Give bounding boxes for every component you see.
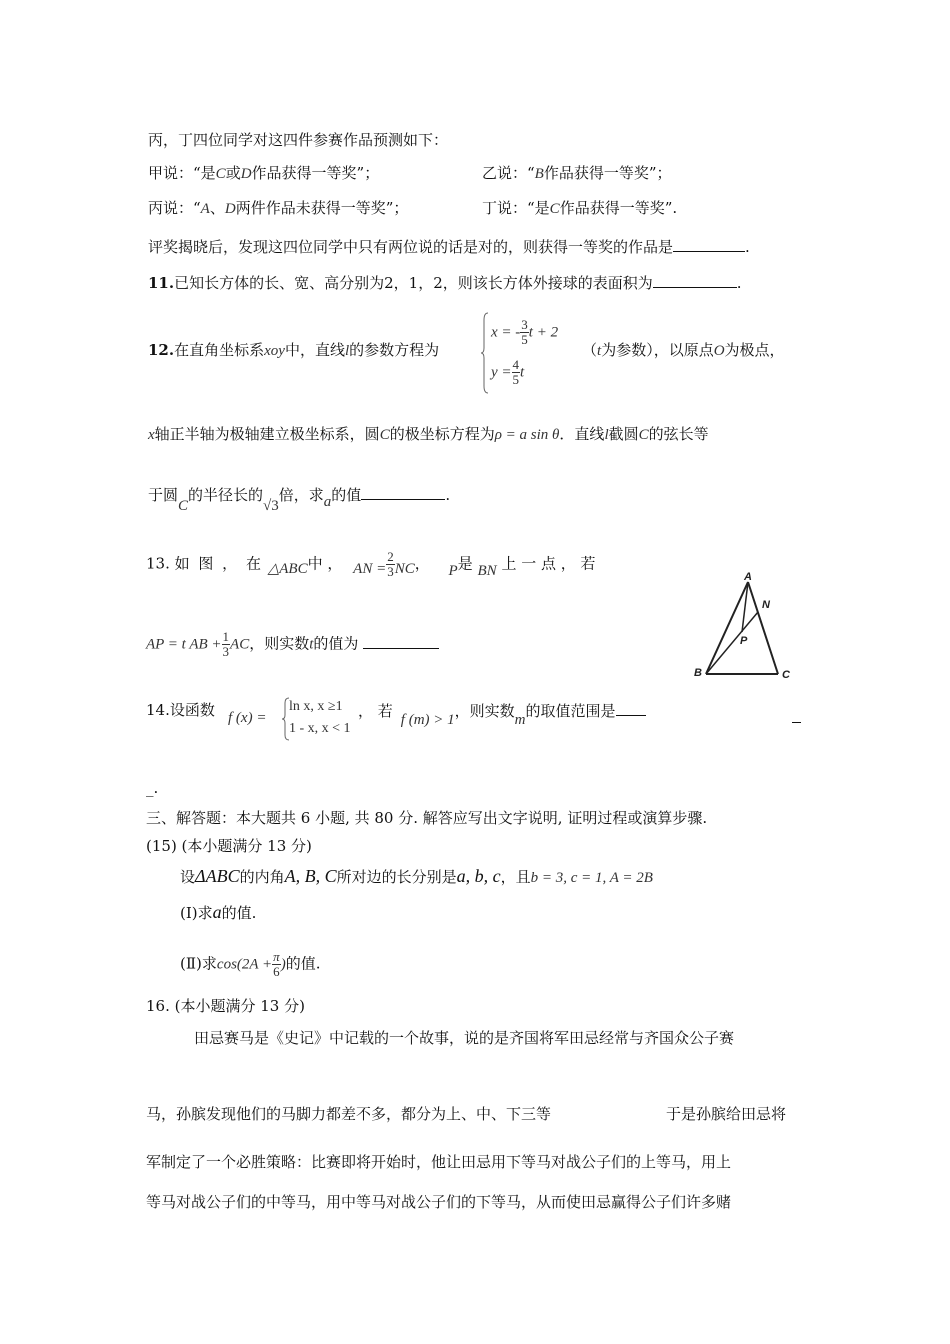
var: D xyxy=(240,166,252,182)
label-A: A xyxy=(744,571,752,583)
text: 的值 xyxy=(331,486,362,504)
text: 作品获得一等奖”； xyxy=(543,164,672,182)
var: a xyxy=(212,902,222,922)
text: AN = xyxy=(353,560,387,577)
question-13 xyxy=(146,550,596,579)
text: 在直角坐标系 xyxy=(174,341,265,359)
paragraph-line xyxy=(666,1104,786,1124)
question-15-part-2 xyxy=(180,950,320,979)
text: 16. (本小题满分 13 分) xyxy=(146,997,305,1015)
text: y = xyxy=(491,364,512,381)
question-14-end xyxy=(146,778,158,798)
triangle: △ABC xyxy=(267,560,308,577)
question-15-body xyxy=(180,866,653,888)
text: 设 xyxy=(180,868,196,886)
condition: f (m) > 1 xyxy=(400,712,455,728)
statement-bing xyxy=(148,198,408,219)
fraction xyxy=(520,318,529,347)
var: a xyxy=(323,494,332,510)
statement-ding xyxy=(482,198,677,219)
text: 、 xyxy=(209,199,225,217)
text: 设函数 xyxy=(169,701,215,719)
question-number: 14. xyxy=(146,701,170,719)
answer-blank xyxy=(673,236,745,252)
triangle-figure xyxy=(690,568,800,684)
denominator: 3 xyxy=(222,644,230,659)
var: l xyxy=(604,427,609,443)
question-12 xyxy=(148,340,439,361)
question-12-line3 xyxy=(148,484,451,514)
text: 中 ， xyxy=(307,554,343,573)
paragraph-line xyxy=(146,1152,731,1172)
text: ，则实数 xyxy=(454,702,515,720)
text: 等马对战公子们的中等马，用中等马对战公子们的下等马，从而使田忌赢得公子们许多赌 xyxy=(146,1193,732,1211)
fraction xyxy=(222,630,231,659)
text: (15) (本小题满分 13 分) xyxy=(146,837,312,855)
text: 的内角 xyxy=(239,868,285,886)
text: 为参数），以原点 xyxy=(601,341,714,359)
text: 的参数方程为 xyxy=(349,341,440,359)
text: 为极点， xyxy=(724,341,785,359)
answer-blank xyxy=(363,633,439,649)
question-10-ending xyxy=(148,236,750,257)
numerator: 2 xyxy=(387,549,394,564)
text: 是 xyxy=(457,554,473,573)
text-line xyxy=(148,130,448,150)
question-number: 11. xyxy=(148,274,175,292)
text: _. xyxy=(146,779,159,797)
text: ， xyxy=(414,554,430,573)
text: . xyxy=(736,274,742,292)
var: C xyxy=(215,166,226,182)
sides: a, b, c xyxy=(456,866,501,886)
piecewise-function xyxy=(228,696,267,726)
angles: A, B, C xyxy=(284,866,337,886)
text: 已知长方体的长、宽、高分别为2，1，2，则该长方体外接球的表面积为 xyxy=(174,274,653,292)
var: x xyxy=(148,427,155,443)
text: 于是孙膑给田忌将 xyxy=(666,1105,787,1123)
case-1: ln x, x ≥1 xyxy=(289,699,343,714)
label-C: C xyxy=(782,669,790,681)
text: 于圆 xyxy=(148,486,179,504)
text: AC xyxy=(230,636,250,653)
question-15-part-1 xyxy=(180,902,256,923)
text: 中，直线 xyxy=(284,341,345,359)
text: 所对边的长分别是 xyxy=(336,868,457,886)
paragraph-line xyxy=(194,1028,734,1048)
text: 作品获得一等奖”. xyxy=(559,199,678,217)
equation-x xyxy=(491,318,558,347)
label-N: N xyxy=(762,599,770,611)
var: C xyxy=(178,498,189,514)
fraction xyxy=(272,950,281,979)
fraction xyxy=(386,550,395,579)
question-12-line2 xyxy=(148,424,709,445)
numerator: 3 xyxy=(521,317,528,332)
question-15-head xyxy=(146,836,312,856)
question-16-head xyxy=(146,996,305,1016)
answer-blank xyxy=(653,272,737,288)
text: 截圆 xyxy=(608,425,639,443)
var: O xyxy=(713,343,725,359)
text: ，则实数 xyxy=(249,634,310,653)
text: ) xyxy=(280,956,286,973)
question-number: 12. xyxy=(148,341,175,359)
case-2: 1 - x, x < 1 xyxy=(289,721,351,736)
answer-blank xyxy=(361,484,445,500)
denominator: 5 xyxy=(512,372,520,387)
text: 轴正半轴为极轴建立极坐标系，圆 xyxy=(154,425,380,443)
text: 三、解答题：本大题共 6 小题, 共 80 分. 解答应写出文字说明, 证明过程或演算步骤. xyxy=(146,809,708,827)
text: ．直线 xyxy=(559,425,605,443)
var: t xyxy=(309,636,314,653)
var: C xyxy=(549,201,560,217)
text: cos(2A + xyxy=(216,956,273,973)
triangle: ΔABC xyxy=(195,866,240,886)
fraction xyxy=(512,358,521,387)
text: 马，孙膑发现他们的马脚力都差不多，都分为上、中、下三等 xyxy=(146,1105,552,1123)
text: 作品获得一等奖”； xyxy=(251,164,380,182)
var: D xyxy=(224,201,236,217)
text: （ xyxy=(582,341,598,359)
side-AB xyxy=(706,582,748,674)
text: (Ⅱ)求 xyxy=(180,954,217,973)
statement-yi xyxy=(482,163,672,184)
answer-blank xyxy=(616,700,646,716)
var: B xyxy=(534,166,544,182)
statement-jia xyxy=(148,163,379,184)
var: C xyxy=(638,427,649,443)
text: 甲说：“是 xyxy=(148,164,216,182)
numerator: 4 xyxy=(512,357,520,372)
text: 的值. xyxy=(221,904,257,922)
answer-blank xyxy=(792,722,801,723)
left-brace xyxy=(481,312,489,394)
text: ， 若 xyxy=(358,702,393,720)
numerator: π xyxy=(273,949,280,964)
text: (Ⅰ)求 xyxy=(180,904,213,922)
text: 上 一 点 ， 若 xyxy=(501,554,596,573)
numerator: 1 xyxy=(222,629,230,644)
label-P: P xyxy=(740,635,748,647)
text: t xyxy=(520,364,525,381)
side-AC xyxy=(748,582,778,674)
denominator: 6 xyxy=(273,964,280,979)
text: 的半径长的 xyxy=(188,486,264,504)
question-14 xyxy=(146,700,215,720)
text: 或 xyxy=(225,164,241,182)
label-B: B xyxy=(694,667,702,679)
question-number: 13. xyxy=(146,554,170,573)
denominator: 3 xyxy=(387,564,394,579)
text: 的值. xyxy=(285,954,321,973)
text: 的极坐标方程为 xyxy=(389,425,495,443)
section-heading xyxy=(146,808,707,828)
text: x = - xyxy=(491,324,521,341)
var: t xyxy=(597,343,602,359)
var: A xyxy=(200,201,210,217)
question-14-tail xyxy=(358,700,646,728)
text: . xyxy=(745,238,750,256)
question-12-tail xyxy=(582,340,785,361)
text: 军制定了一个必胜策略：比赛即将开始时，他让田忌用下等马对战公子们的上等马，用上 xyxy=(146,1153,732,1171)
question-11 xyxy=(148,272,742,293)
var: P xyxy=(448,562,458,579)
text: AP = t AB + xyxy=(146,636,222,653)
var: C xyxy=(379,427,390,443)
text: 丙说：“ xyxy=(148,199,201,217)
text: . xyxy=(445,486,451,504)
denominator: 5 xyxy=(521,332,528,347)
var: xoy xyxy=(264,343,285,359)
question-13-line2 xyxy=(146,630,439,659)
equation: ρ = a sin θ xyxy=(494,427,560,443)
text: 倍，求 xyxy=(278,486,324,504)
text: 丁说：“是 xyxy=(482,199,550,217)
var: l xyxy=(344,343,350,359)
equation-y xyxy=(491,358,524,387)
var: BN xyxy=(477,562,497,579)
text: 田忌赛马是《史记》中记载的一个故事，说的是齐国将军田忌经常与齐国众公子赛 xyxy=(194,1029,735,1047)
given: b = 3, c = 1, A = 2B xyxy=(530,870,653,886)
sqrt: √3 xyxy=(263,498,279,514)
cases xyxy=(289,696,351,740)
text: t + 2 xyxy=(528,324,559,341)
text: 的取值范围是 xyxy=(525,702,616,720)
text: 的值为 xyxy=(313,634,359,653)
paragraph-line xyxy=(146,1104,551,1124)
text: 丙，丁四位同学对这四件参赛作品预测如下： xyxy=(148,131,449,149)
text: 的弦长等 xyxy=(648,425,709,443)
text: f (x) = xyxy=(228,710,267,726)
var: m xyxy=(514,712,526,728)
text: NC xyxy=(394,560,415,577)
text: 两件作品未获得一等奖”； xyxy=(235,199,409,217)
text: 评奖揭晓后，发现这四位同学中只有两位说的话是对的，则获得一等奖的作品是 xyxy=(148,238,674,256)
segment-BN xyxy=(706,612,758,674)
text: 如 图 ， 在 xyxy=(174,554,263,573)
text: 乙说：“ xyxy=(482,164,535,182)
text: ，且 xyxy=(500,868,531,886)
paragraph-line xyxy=(146,1192,731,1212)
